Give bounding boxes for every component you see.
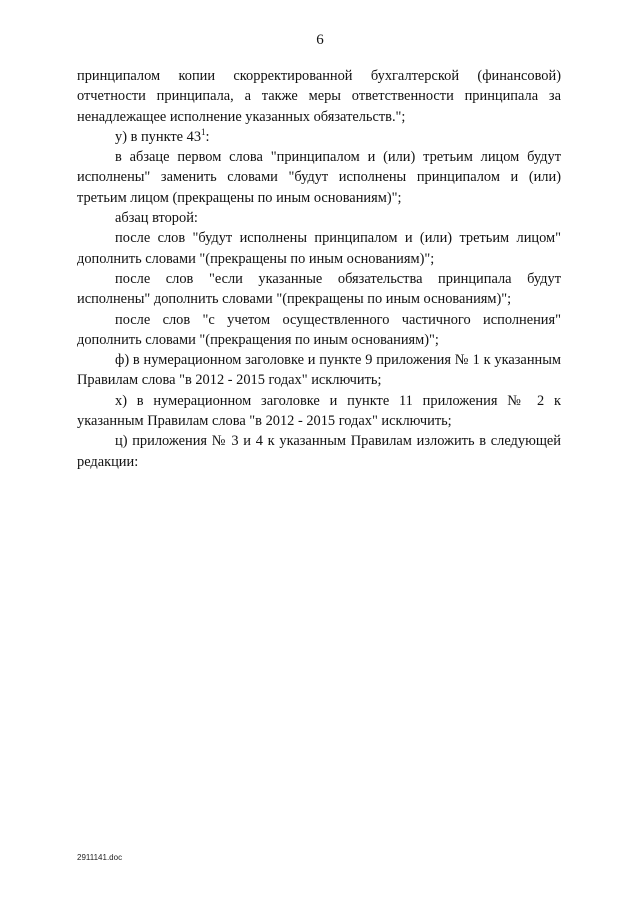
document-body [77,66,561,472]
item-u-text: у) в пункте 43 [115,128,202,145]
item-u-superscript: 1 [201,127,206,138]
paragraph-principal-reporting: принципалом копии скорректированной бухгалтерской (финансовой) отчетности принципала, а также меры ответственности принципала за ненадлежащее исполнение указанных обязательств."; [77,68,561,125]
paragraph-item-ts: ц) приложения № 3 и 4 к указанным Правилам изложить в следующей редакции: [77,433,561,470]
paragraph-item-f: ф) в нумерационном заголовке и пункте 9 приложения № 1 к указанным Правилам слова "в 2012 - 2015 годах" исключить; [77,352,561,389]
paragraph-after-words-1: после слов "будут исполнены принципалом и (или) третьим лицом" дополнить словами "(прекращены по иным основаниям)"; [77,230,561,267]
page-number: 6 [316,32,324,48]
paragraph-item-u [77,127,561,147]
paragraph-second-subparagraph-heading: абзац второй: [115,210,198,227]
item-u-colon: : [205,128,210,145]
paragraph-after-words-3: после слов "с учетом осуществленного частичного исполнения" дополнить словами "(прекращения по иным основаниям)"; [77,311,561,348]
paragraph-item-kh: х) в нумерационном заголовке и пункте 11 приложения № 2 к указанным Правилам слова "в 2012 - 2015 годах" исключить; [77,392,561,430]
paragraph-first-subparagraph: в абзаце первом слова "принципалом и (или) третьим лицом будут исполнены" заменить словами "будут исполнены принципалом и (или) третьим лицом (прекращены по иным основаниям)"; [77,149,561,206]
footer-filename: 2911141.doc [77,853,123,862]
paragraph-after-words-2: после слов "если указанные обязательства принципала будут исполнены" дополнить словами "(прекращены по иным основаниям)"; [77,270,561,308]
